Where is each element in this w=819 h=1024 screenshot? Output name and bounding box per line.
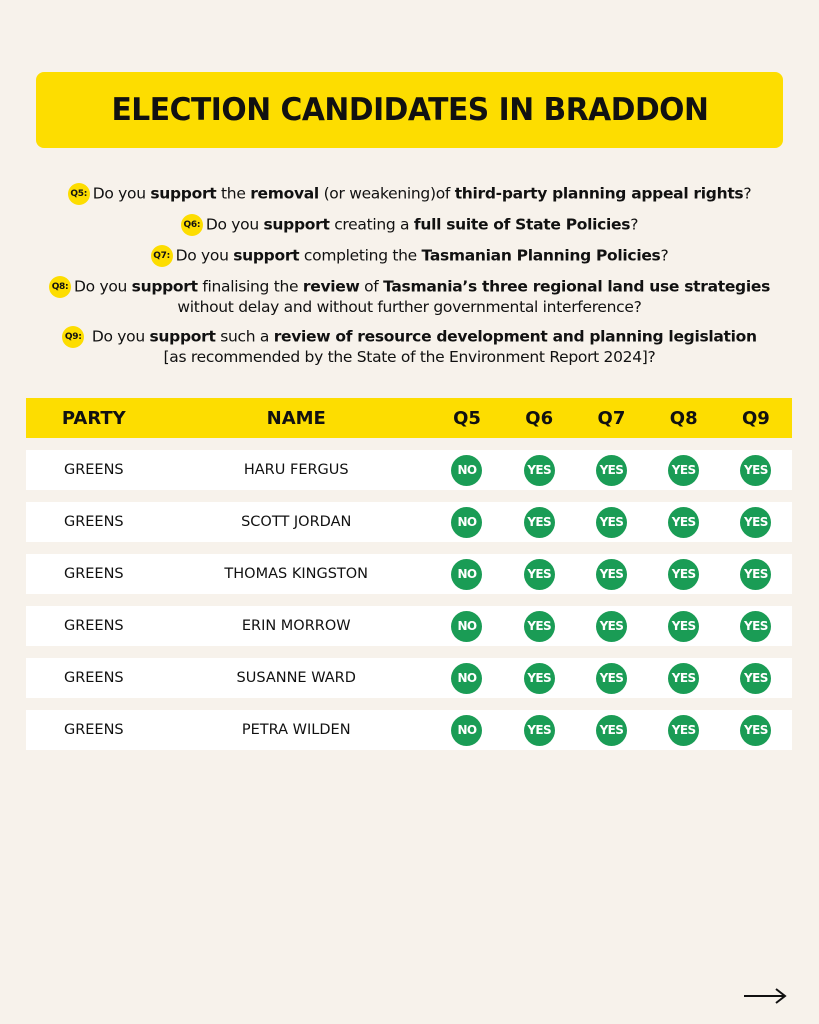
table-row [26, 554, 792, 594]
answer-cell [575, 507, 647, 538]
answer-cell [575, 559, 647, 590]
answer-badge: YES [668, 663, 699, 694]
question-item [20, 245, 799, 267]
question-text: ? [630, 215, 639, 234]
name-cell: SUSANNE WARD [236, 670, 356, 686]
answer-badge: NO [451, 715, 482, 746]
header-q7: Q7 [597, 407, 626, 429]
table-row [26, 450, 792, 490]
candidates-table [26, 398, 792, 750]
name-cell: THOMAS KINGSTON [224, 566, 369, 582]
question-emphasis: review of resource development and planning legislation [273, 327, 757, 346]
answer-badge: YES [596, 455, 627, 486]
question-badge: Q9: [62, 326, 84, 348]
name-cell: SCOTT JORDAN [241, 514, 352, 530]
question-text: Do you [87, 327, 150, 346]
question-text: finalising the [197, 277, 303, 296]
answer-cell [503, 715, 575, 746]
answer-cell [503, 559, 575, 590]
answer-badge: YES [596, 663, 627, 694]
header-q8: Q8 [669, 407, 698, 429]
answer-cell [720, 559, 792, 590]
answer-badge: YES [668, 611, 699, 642]
answer-badge: YES [740, 507, 771, 538]
header-party: PARTY [61, 407, 126, 429]
table-header [26, 398, 792, 438]
question-item [20, 326, 799, 367]
answer-cell [648, 455, 720, 486]
answer-cell [720, 507, 792, 538]
header-name: NAME [266, 407, 326, 429]
question-emphasis: support [149, 327, 216, 346]
name-cell: PETRA WILDEN [241, 722, 351, 738]
answer-badge: YES [668, 507, 699, 538]
answer-cell [503, 611, 575, 642]
answer-cell [431, 559, 503, 590]
answer-badge: YES [524, 663, 555, 694]
arrow-right-icon[interactable] [742, 985, 788, 1007]
answer-cell [431, 715, 503, 746]
answer-badge: YES [740, 455, 771, 486]
answer-badge: YES [596, 715, 627, 746]
question-badge: Q8: [49, 276, 71, 298]
answer-cell [503, 507, 575, 538]
answer-cell [431, 663, 503, 694]
name-cell: ERIN MORROW [241, 618, 351, 634]
question-emphasis: support [263, 215, 330, 234]
answer-cell [575, 663, 647, 694]
answer-cell [648, 507, 720, 538]
question-emphasis: support [150, 184, 217, 203]
answer-badge: NO [451, 663, 482, 694]
table-row [26, 658, 792, 698]
answer-cell [431, 455, 503, 486]
question-text: Do you [74, 277, 132, 296]
question-text: (or weakening)of [318, 184, 455, 203]
answer-badge: YES [596, 507, 627, 538]
question-text: ? [743, 184, 752, 203]
answer-badge: YES [668, 559, 699, 590]
answer-cell [648, 663, 720, 694]
question-emphasis: removal [250, 184, 319, 203]
answer-cell [431, 611, 503, 642]
question-emphasis: Tasmanian Planning Policies [421, 246, 661, 265]
answer-cell [503, 663, 575, 694]
answer-cell [431, 507, 503, 538]
party-cell: GREENS [63, 566, 124, 582]
question-emphasis: Tasmania’s three regional land use strategies [383, 277, 770, 296]
question-text: Do you [92, 184, 151, 203]
answer-badge: YES [596, 559, 627, 590]
answer-cell [575, 611, 647, 642]
answer-badge: YES [524, 559, 555, 590]
answer-cell [720, 455, 792, 486]
answer-badge: YES [740, 611, 771, 642]
party-cell: GREENS [63, 462, 124, 478]
title-banner [36, 72, 783, 148]
header-q5: Q5 [453, 407, 481, 429]
question-emphasis: support [131, 277, 198, 296]
question-text: creating a [329, 215, 414, 234]
header-q9: Q9 [742, 407, 770, 429]
question-emphasis: support [233, 246, 300, 265]
answer-cell [720, 611, 792, 642]
table-row [26, 606, 792, 646]
question-text: Do you [205, 215, 264, 234]
answer-cell [720, 663, 792, 694]
question-text: such a [215, 327, 274, 346]
table-body [26, 450, 792, 750]
table-row [26, 502, 792, 542]
question-text-line2: [as recommended by the State of the Environment Report 2024]? [163, 348, 656, 366]
question-text: Do you [175, 246, 234, 265]
question-item [20, 183, 799, 205]
question-text-line2: without delay and without further governmental interference? [177, 298, 642, 316]
answer-cell [648, 559, 720, 590]
question-item [20, 276, 799, 317]
table-row [26, 710, 792, 750]
answer-badge: YES [524, 507, 555, 538]
answer-badge: NO [451, 559, 482, 590]
questions-list [20, 183, 799, 376]
answer-badge: YES [668, 715, 699, 746]
question-badge: Q5: [68, 183, 90, 205]
answer-cell [720, 715, 792, 746]
answer-badge: NO [451, 455, 482, 486]
answer-badge: YES [524, 455, 555, 486]
answer-badge: YES [524, 715, 555, 746]
answer-cell [575, 715, 647, 746]
answer-badge: YES [524, 611, 555, 642]
party-cell: GREENS [63, 670, 124, 686]
question-text: the [216, 184, 251, 203]
answer-badge: NO [451, 507, 482, 538]
question-text: completing the [299, 246, 422, 265]
answer-cell [575, 455, 647, 486]
question-text: of [359, 277, 384, 296]
question-item [20, 214, 799, 236]
answer-badge: YES [668, 455, 699, 486]
page-title: ELECTION CANDIDATES IN BRADDON [111, 92, 708, 128]
answer-badge: YES [740, 715, 771, 746]
answer-cell [648, 611, 720, 642]
question-emphasis: full suite of State Policies [413, 215, 631, 234]
answer-badge: YES [596, 611, 627, 642]
answer-badge: YES [740, 559, 771, 590]
question-badge: Q7: [151, 245, 173, 267]
party-cell: GREENS [63, 722, 124, 738]
answer-cell [503, 455, 575, 486]
question-emphasis: third-party planning appeal rights [454, 184, 744, 203]
question-text: ? [660, 246, 669, 265]
answer-badge: YES [740, 663, 771, 694]
question-emphasis: review [302, 277, 360, 296]
header-q6: Q6 [525, 407, 554, 429]
name-cell: HARU FERGUS [243, 462, 349, 478]
answer-badge: NO [451, 611, 482, 642]
party-cell: GREENS [63, 618, 124, 634]
answer-cell [648, 715, 720, 746]
question-badge: Q6: [181, 214, 203, 236]
party-cell: GREENS [63, 514, 124, 530]
